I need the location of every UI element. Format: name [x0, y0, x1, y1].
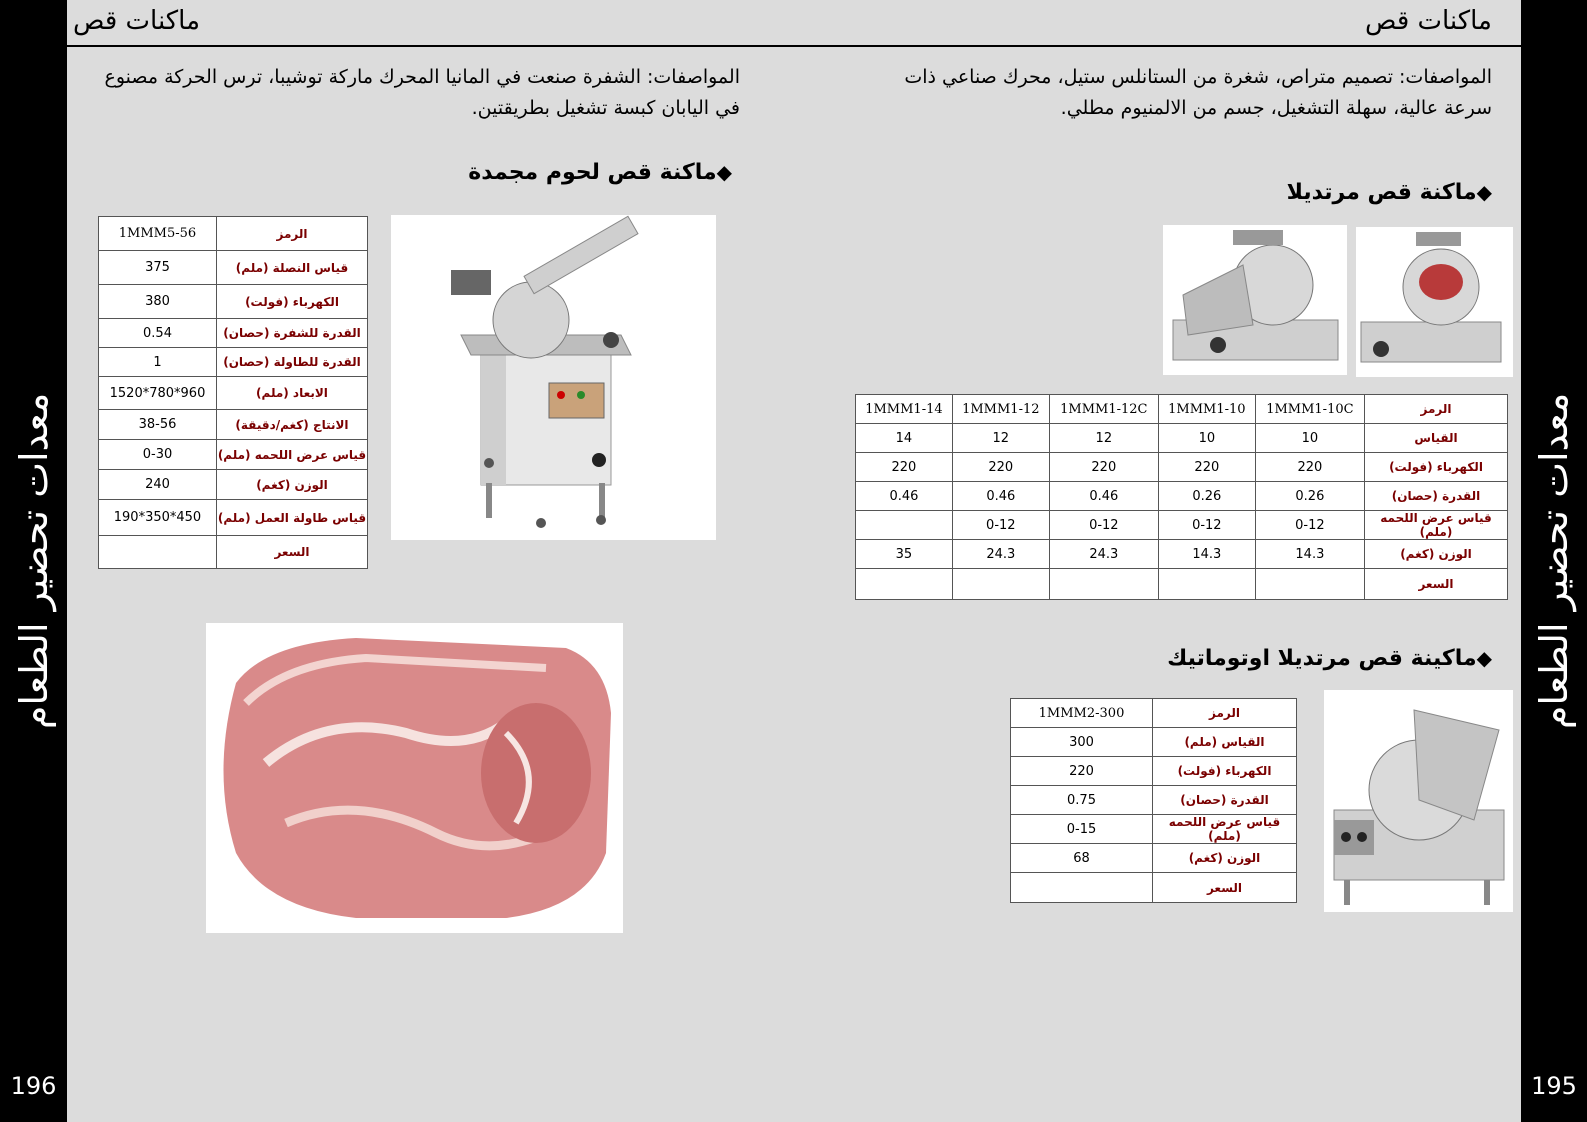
spec-value-cell: 68: [1011, 844, 1153, 873]
table-row: [99, 536, 368, 569]
spec-value-cell: 0.46: [952, 482, 1049, 511]
right-sidebar: [1521, 0, 1587, 1122]
spec-value-cell: 14.3: [1158, 540, 1255, 569]
sidebar-title: معدات تحضير الطعام: [11, 392, 56, 730]
spec-value-cell: [1158, 569, 1255, 600]
spec-value-cell: 12: [1049, 424, 1158, 453]
spec-value-cell: 14.3: [1255, 540, 1364, 569]
spec-value-cell: 1MMM1-10C: [1255, 395, 1364, 424]
spec-label-cell: الوزن (كغم): [1153, 844, 1297, 873]
auto-mortadella-section-title: ◆ماكينة قص مرتديلا اوتوماتيك: [1167, 646, 1492, 671]
right-specs-paragraph: المواصفات: تصميم متراص، شغرة من الستانلس ستيل، محرك صناعي ذات سرعة عالية، سهلة التشغيل، جسم من الالمنيوم مطلي.: [904, 66, 1492, 119]
table-row: [1011, 786, 1297, 815]
mortadella-slicer-spec-table: [855, 394, 1508, 600]
spec-value-cell: 0.75: [1011, 786, 1153, 815]
spec-value-cell: 375: [99, 251, 217, 285]
page-number-right: 195: [1531, 1072, 1577, 1100]
spec-value-cell: 0.46: [1049, 482, 1158, 511]
mortadella-slicer-image-2: [1356, 227, 1513, 377]
spec-label-cell: الابعاد (ملم): [217, 377, 368, 410]
spec-value-cell: 0.46: [856, 482, 953, 511]
spec-label-cell: القدرة (حصان): [1153, 786, 1297, 815]
right-page-header: ماكنات قص: [1364, 6, 1492, 36]
table-row: [99, 285, 368, 319]
spec-value-cell: 24.3: [1049, 540, 1158, 569]
table-row: [99, 348, 368, 377]
spec-label-cell: الرمز: [1365, 395, 1508, 424]
spec-value-cell: 1520*780*960: [99, 377, 217, 410]
auto-mortadella-slicer-image: [1324, 690, 1513, 912]
spec-value-cell: 38-56: [99, 410, 217, 440]
spec-value-cell: [1011, 873, 1153, 903]
frozen-meat-slicer-spec-table: [98, 216, 368, 569]
spec-value-cell: [99, 536, 217, 569]
spec-value-cell: 1: [99, 348, 217, 377]
spec-value-cell: 35: [856, 540, 953, 569]
table-row: [856, 569, 1508, 600]
spec-label-cell: القياس: [1365, 424, 1508, 453]
spec-value-cell: 0-12: [1158, 511, 1255, 540]
table-row: [1011, 757, 1297, 786]
spec-value-cell: 24.3: [952, 540, 1049, 569]
table-header-row: [856, 395, 1508, 424]
table-row: [99, 377, 368, 410]
spec-label-cell: قياس طاولة العمل (ملم): [217, 500, 368, 536]
spec-value-cell: 1MMM1-10: [1158, 395, 1255, 424]
spec-value-cell: 10: [1255, 424, 1364, 453]
spec-value-cell: 0-12: [1255, 511, 1364, 540]
mortadella-slicer-image-1: [1163, 225, 1347, 375]
table-header-row: [1011, 699, 1297, 728]
spec-value-cell: 14: [856, 424, 953, 453]
spec-value-cell: 0-15: [1011, 815, 1153, 844]
spec-label-cell: القياس (ملم): [1153, 728, 1297, 757]
spec-label-cell: الرمز: [1153, 699, 1297, 728]
spec-value-cell: 12: [952, 424, 1049, 453]
spec-value-cell: 0-12: [1049, 511, 1158, 540]
spec-value-cell: 10: [1158, 424, 1255, 453]
spec-label-cell: الكهرباء (فولت): [217, 285, 368, 319]
spec-label-cell: قياس عرض اللحمه (ملم): [1365, 511, 1508, 540]
spec-label-cell: الانتاج (كغم/دقيقة): [217, 410, 368, 440]
table-header-row: [99, 217, 368, 251]
spec-label-cell: السعر: [1365, 569, 1508, 600]
spec-value-cell: 1MMM5-56: [99, 217, 217, 251]
diamond-bullet-icon: ◆: [1476, 646, 1492, 670]
spec-label-cell: قياس عرض اللحمه (ملم): [1153, 815, 1297, 844]
spec-value-cell: 240: [99, 470, 217, 500]
table-row: [856, 511, 1508, 540]
spec-value-cell: [1049, 569, 1158, 600]
spec-label-cell: القدرة (حصان): [1365, 482, 1508, 511]
diamond-bullet-icon: ◆: [1476, 180, 1492, 204]
table-row: [1011, 844, 1297, 873]
table-row: [99, 440, 368, 470]
spec-value-cell: 220: [1011, 757, 1153, 786]
table-row: [99, 319, 368, 348]
sidebar-title: معدات تحضير الطعام: [1532, 392, 1576, 730]
auto-mortadella-slicer-spec-table: [1010, 698, 1297, 903]
table-row: [856, 540, 1508, 569]
left-section-title: ◆ماكنة قص لحوم مجمدة: [468, 160, 732, 185]
frozen-meat-slicer-image: [391, 215, 716, 540]
spec-value-cell: 1MMM1-12: [952, 395, 1049, 424]
spec-value-cell: 220: [1158, 453, 1255, 482]
spec-label-cell: الوزن (كغم): [217, 470, 368, 500]
diamond-bullet-icon: ◆: [716, 160, 732, 184]
spec-value-cell: 220: [856, 453, 953, 482]
spec-label-cell: قياس عرض اللحمه (ملم): [217, 440, 368, 470]
table-row: [1011, 728, 1297, 757]
spec-value-cell: [952, 569, 1049, 600]
header-divider: [67, 45, 1521, 47]
spec-label-cell: القدرة للطاولة (حصان): [217, 348, 368, 377]
spec-label-cell: الكهرباء (فولت): [1153, 757, 1297, 786]
spec-label-cell: قياس النصلة (ملم): [217, 251, 368, 285]
mortadella-section-title: ◆ماكنة قص مرتديلا: [1286, 180, 1492, 205]
spec-value-cell: [1255, 569, 1364, 600]
table-row: [99, 251, 368, 285]
page-number-left: 196: [10, 1072, 57, 1100]
spec-value-cell: 190*350*450: [99, 500, 217, 536]
spec-value-cell: 380: [99, 285, 217, 319]
spec-value-cell: 220: [952, 453, 1049, 482]
left-page-header: ماكنات قص: [73, 6, 201, 36]
spec-value-cell: 0-30: [99, 440, 217, 470]
spec-value-cell: 0.54: [99, 319, 217, 348]
spec-value-cell: 1MMM1-14: [856, 395, 953, 424]
spec-value-cell: 0-12: [952, 511, 1049, 540]
spec-label-cell: الكهرباء (فولت): [1365, 453, 1508, 482]
table-row: [1011, 873, 1297, 903]
table-row: [1011, 815, 1297, 844]
spec-value-cell: 1MMM1-12C: [1049, 395, 1158, 424]
spec-value-cell: 220: [1255, 453, 1364, 482]
spec-value-cell: 0.26: [1158, 482, 1255, 511]
left-specs-paragraph: المواصفات: الشفرة صنعت في المانيا المحرك ماركة توشيبا، ترس الحركة مصنوع في اليابان كبسة تشغيل بطريقتين.: [104, 66, 740, 119]
spec-value-cell: 1MMM2-300: [1011, 699, 1153, 728]
left-sidebar: [0, 0, 67, 1122]
spec-label-cell: السعر: [1153, 873, 1297, 903]
spec-label-cell: القدرة للشفرة (حصان): [217, 319, 368, 348]
table-row: [99, 470, 368, 500]
spec-label-cell: الوزن (كغم): [1365, 540, 1508, 569]
spec-label-cell: السعر: [217, 536, 368, 569]
table-row: [856, 482, 1508, 511]
spec-label-cell: الرمز: [217, 217, 368, 251]
spec-value-cell: 220: [1049, 453, 1158, 482]
spec-value-cell: 0.26: [1255, 482, 1364, 511]
table-row: [856, 453, 1508, 482]
table-row: [99, 410, 368, 440]
table-row: [856, 424, 1508, 453]
spec-value-cell: [856, 511, 953, 540]
frozen-meat-image: [206, 623, 623, 933]
table-row: [99, 500, 368, 536]
spec-value-cell: 300: [1011, 728, 1153, 757]
spec-value-cell: [856, 569, 953, 600]
